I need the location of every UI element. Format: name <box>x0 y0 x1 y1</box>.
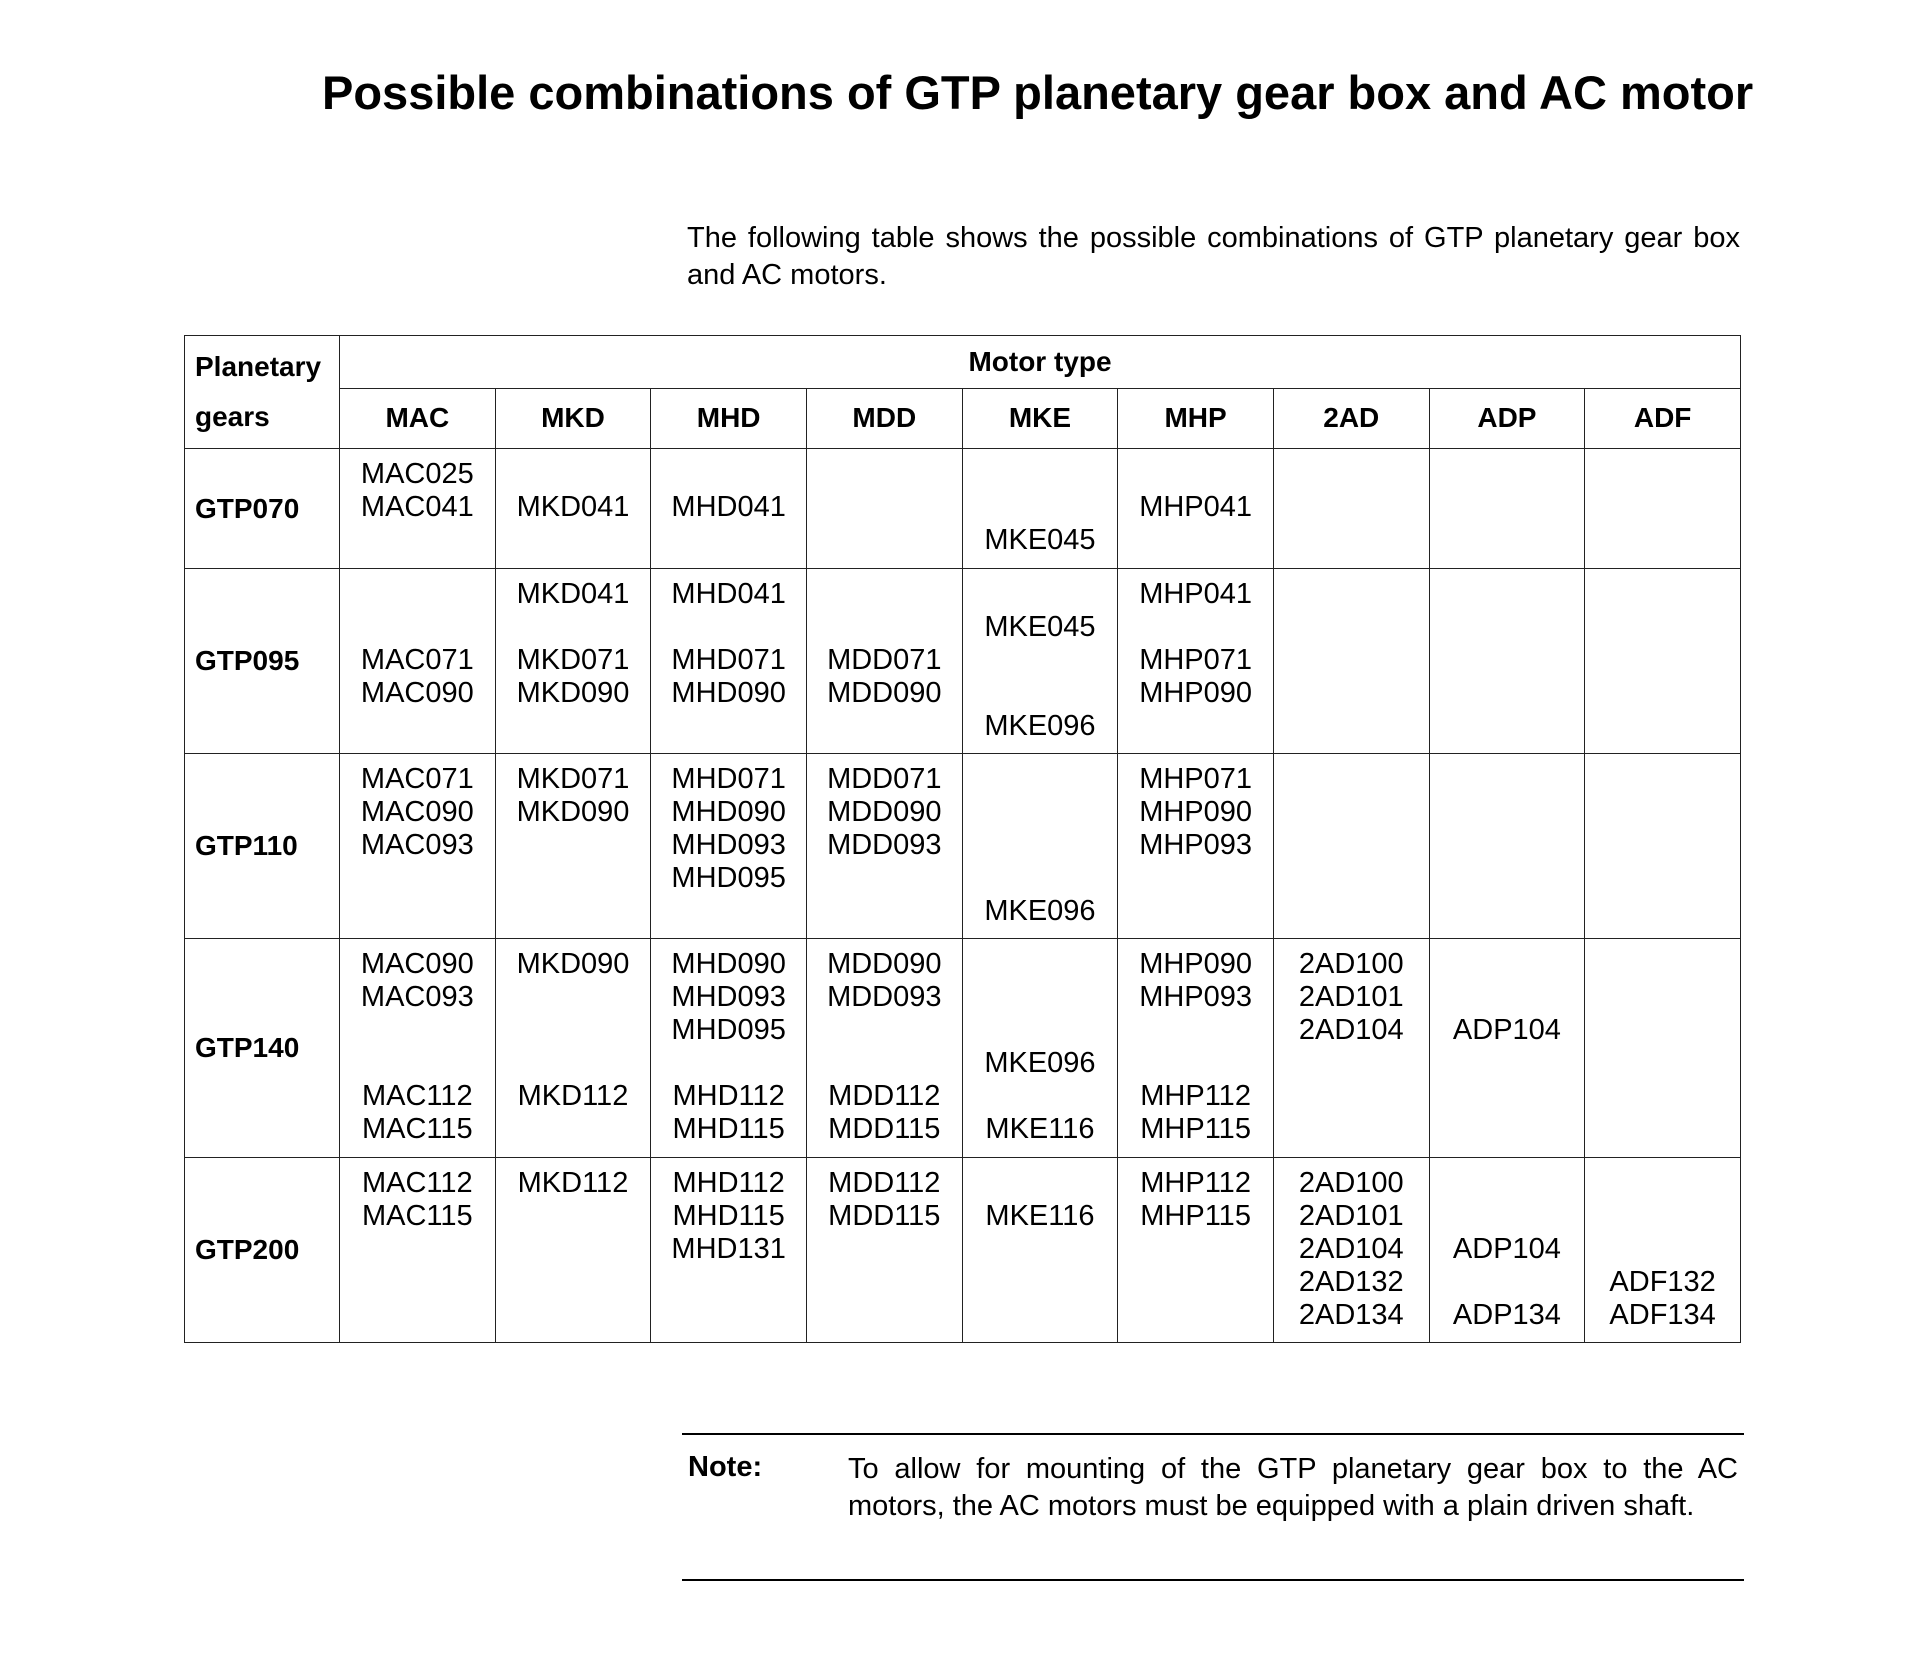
motor-model: MHD090 <box>671 796 786 828</box>
gear-label: GTP110 <box>185 754 340 939</box>
intro-paragraph: The following table shows the possible combinations of GTP planetary gear box and AC motors. <box>687 222 1740 291</box>
table-cell <box>495 569 651 754</box>
motor-model: MDD090 <box>827 948 942 980</box>
motor-model: MKD090 <box>516 948 630 980</box>
motor-model: MKD112 <box>517 1080 629 1112</box>
motor-model: MDD090 <box>827 677 942 709</box>
motor-model: MHP093 <box>1139 829 1253 861</box>
motor-model: MAC071 <box>360 763 474 795</box>
table-row <box>185 449 1741 569</box>
motor-model: MHD093 <box>671 829 786 861</box>
table-cell <box>806 1158 962 1343</box>
table-row <box>185 1158 1741 1343</box>
column-header-mac: MAC <box>340 388 496 448</box>
motor-model <box>1585 1200 1740 1233</box>
motor-model: 2AD101 <box>1298 981 1404 1013</box>
table-row <box>185 569 1741 754</box>
table-cell <box>495 1158 651 1343</box>
motor-model: MHD090 <box>671 948 786 980</box>
motor-model: MKD071 <box>516 644 630 676</box>
table-cell <box>1118 939 1274 1158</box>
table-cell <box>495 754 651 939</box>
table-cell <box>1273 1158 1429 1343</box>
table-cell <box>340 449 496 569</box>
table-cell <box>1429 449 1585 569</box>
motor-model: MAC093 <box>360 981 474 1013</box>
table-cell <box>1585 939 1741 1158</box>
motor-model <box>963 796 1118 829</box>
motor-model: MHD095 <box>671 862 786 894</box>
table-row <box>185 754 1741 939</box>
combinations-table <box>184 335 1741 1343</box>
motor-model: MHD071 <box>671 644 786 676</box>
motor-model: MKE116 <box>985 1113 1095 1145</box>
motor-model: MAC025 <box>360 458 474 490</box>
table-cell <box>1273 449 1429 569</box>
table-cell <box>340 754 496 939</box>
motor-model: MAC115 <box>361 1200 473 1232</box>
motor-model: MHD115 <box>672 1113 785 1145</box>
table-cell <box>806 449 962 569</box>
motor-model <box>340 1014 495 1047</box>
motor-model: MHP071 <box>1139 644 1253 676</box>
motor-model <box>807 1014 962 1047</box>
motor-model: MHP112 <box>1140 1080 1251 1112</box>
motor-model: 2AD101 <box>1298 1200 1404 1232</box>
motor-model <box>963 491 1118 524</box>
column-header-adf: ADF <box>1585 388 1741 448</box>
table-cell <box>651 939 807 1158</box>
motor-model <box>340 1047 495 1080</box>
motor-model: MHP090 <box>1139 948 1253 980</box>
motor-model <box>340 578 495 611</box>
motor-model: MHP041 <box>1139 578 1253 610</box>
motor-model: MDD115 <box>828 1113 941 1145</box>
motor-model: MAC090 <box>360 796 474 828</box>
motor-model <box>1430 1167 1585 1200</box>
motor-model <box>496 458 651 491</box>
motor-model: MHD071 <box>671 763 786 795</box>
motor-model: ADP134 <box>1452 1299 1561 1331</box>
column-header-mke: MKE <box>962 388 1118 448</box>
motor-model <box>807 1047 962 1080</box>
motor-model <box>963 677 1118 710</box>
planetary-gears-header <box>185 336 340 449</box>
motor-model: MKE096 <box>984 1047 1096 1079</box>
gear-label: GTP200 <box>185 1158 340 1343</box>
motor-model <box>807 611 962 644</box>
motor-model: MKE045 <box>984 611 1096 643</box>
motor-model: MKD112 <box>517 1167 629 1199</box>
column-header-mkd: MKD <box>495 388 651 448</box>
table-cell <box>962 1158 1118 1343</box>
motor-model: MKD041 <box>516 578 630 610</box>
motor-model: MDD112 <box>828 1080 941 1112</box>
motor-model <box>963 763 1118 796</box>
table-cell <box>651 754 807 939</box>
gear-label: GTP095 <box>185 569 340 754</box>
motor-model: MAC112 <box>361 1167 473 1199</box>
table-cell <box>340 569 496 754</box>
motor-model: MHP071 <box>1139 763 1253 795</box>
motor-model: MDD071 <box>827 763 942 795</box>
motor-model <box>963 862 1118 895</box>
motor-model: MHD131 <box>671 1233 786 1265</box>
motor-model <box>1585 1167 1740 1200</box>
column-header-mhd: MHD <box>651 388 807 448</box>
motor-model: 2AD100 <box>1298 948 1404 980</box>
motor-model: 2AD104 <box>1298 1233 1404 1265</box>
motor-model: MHP041 <box>1139 491 1253 523</box>
note-text: To allow for mounting of the GTP planetary gear box to the AC motors, the AC motors must be equipped with a plain driven shaft. <box>848 1453 1738 1522</box>
motor-model <box>963 1014 1118 1047</box>
table-cell <box>1118 569 1274 754</box>
note-label: Note: <box>688 1451 763 1483</box>
table-cell <box>1585 449 1741 569</box>
motor-model <box>1430 1200 1585 1233</box>
table-cell <box>1585 754 1741 939</box>
corner-line-2: gears <box>195 401 270 432</box>
table-cell <box>340 1158 496 1343</box>
table-cell <box>806 939 962 1158</box>
motor-model <box>963 458 1118 491</box>
motor-model <box>651 1047 806 1080</box>
motor-model: 2AD132 <box>1298 1266 1404 1298</box>
motor-model <box>1118 1014 1273 1047</box>
motor-model: MHP090 <box>1139 796 1253 828</box>
column-header-mhp: MHP <box>1118 388 1274 448</box>
motor-model: MKD090 <box>516 677 630 709</box>
table-cell <box>1429 939 1585 1158</box>
motor-model: MKD071 <box>516 763 630 795</box>
motor-model: MAC090 <box>360 677 474 709</box>
motor-model: MDD090 <box>827 796 942 828</box>
motor-model: MHP112 <box>1140 1167 1251 1199</box>
motor-model: MKD090 <box>516 796 630 828</box>
column-header-adp: ADP <box>1429 388 1585 448</box>
motor-model: ADF134 <box>1609 1299 1716 1331</box>
motor-model <box>963 644 1118 677</box>
table-cell <box>340 939 496 1158</box>
motor-model: MKE096 <box>984 710 1096 742</box>
motor-model: MHD115 <box>672 1200 785 1232</box>
motor-model: MHP093 <box>1139 981 1253 1013</box>
motor-model: MAC090 <box>360 948 474 980</box>
table-cell <box>806 754 962 939</box>
motor-model <box>651 458 806 491</box>
motor-model: MAC115 <box>361 1113 473 1145</box>
table-cell <box>1429 754 1585 939</box>
motor-model <box>496 1014 651 1047</box>
motor-model: MHD112 <box>672 1080 785 1112</box>
motor-model: MAC071 <box>360 644 474 676</box>
motor-model: ADP104 <box>1452 1233 1561 1265</box>
motor-model: MDD093 <box>827 829 942 861</box>
motor-type-header: Motor type <box>340 336 1741 389</box>
column-header-mdd: MDD <box>806 388 962 448</box>
table-row <box>185 939 1741 1158</box>
motor-model <box>496 1047 651 1080</box>
motor-model <box>807 578 962 611</box>
motor-model: MHD095 <box>671 1014 786 1046</box>
motor-model: MDD093 <box>827 981 942 1013</box>
table-cell <box>1118 1158 1274 1343</box>
motor-model: 2AD134 <box>1298 1299 1404 1331</box>
motor-model: MDD071 <box>827 644 942 676</box>
motor-model: MKE045 <box>984 524 1096 556</box>
table-cell <box>1273 939 1429 1158</box>
motor-model <box>651 611 806 644</box>
table-cell <box>651 1158 807 1343</box>
motor-model: MHD090 <box>671 677 786 709</box>
motor-model: MAC112 <box>361 1080 473 1112</box>
motor-model <box>1430 981 1585 1014</box>
motor-model: MAC041 <box>360 491 474 523</box>
motor-model <box>340 611 495 644</box>
motor-model: MHD041 <box>671 491 786 523</box>
table-cell <box>962 569 1118 754</box>
motor-model: 2AD100 <box>1298 1167 1404 1199</box>
table-cell <box>962 449 1118 569</box>
motor-model: MAC093 <box>360 829 474 861</box>
table-cell <box>651 569 807 754</box>
motor-model: MKE096 <box>984 895 1096 927</box>
motor-model <box>963 981 1118 1014</box>
table-cell <box>495 449 651 569</box>
motor-model <box>1118 458 1273 491</box>
motor-model <box>963 948 1118 981</box>
table-cell <box>806 569 962 754</box>
table-cell <box>1585 1158 1741 1343</box>
motor-model: MDD115 <box>828 1200 941 1232</box>
table-cell <box>962 754 1118 939</box>
table-cell <box>1429 569 1585 754</box>
table-cell <box>1585 569 1741 754</box>
motor-model <box>1585 1233 1740 1266</box>
table-cell <box>962 939 1118 1158</box>
corner-line-1: Planetary <box>195 351 322 382</box>
gear-label: GTP070 <box>185 449 340 569</box>
motor-model: MHP090 <box>1139 677 1253 709</box>
motor-model <box>1430 948 1585 981</box>
table-cell <box>1273 754 1429 939</box>
motor-model: 2AD104 <box>1298 1014 1404 1046</box>
table-cell <box>495 939 651 1158</box>
table-cell <box>651 449 807 569</box>
motor-model: MHD041 <box>671 578 786 610</box>
motor-model: MHP115 <box>1140 1113 1251 1145</box>
motor-model: MHP115 <box>1140 1200 1251 1232</box>
motor-model <box>496 611 651 644</box>
motor-model: ADF132 <box>1609 1266 1716 1298</box>
table-cell <box>1118 754 1274 939</box>
motor-model: MHD112 <box>672 1167 785 1199</box>
column-header-2ad: 2AD <box>1273 388 1429 448</box>
gear-label: GTP140 <box>185 939 340 1158</box>
motor-model: MKD041 <box>516 491 630 523</box>
motor-model: MKE116 <box>985 1200 1095 1232</box>
page-title: Possible combinations of GTP planetary gear box and AC motor <box>322 66 1754 119</box>
note-box <box>682 1433 1744 1581</box>
table-cell <box>1429 1158 1585 1343</box>
motor-model <box>1118 1047 1273 1080</box>
motor-model: ADP104 <box>1452 1014 1561 1046</box>
motor-model: MDD112 <box>828 1167 941 1199</box>
motor-model <box>963 578 1118 611</box>
motor-model <box>1118 611 1273 644</box>
motor-model <box>1430 1266 1585 1299</box>
motor-model <box>496 981 651 1014</box>
motor-model <box>963 1167 1118 1200</box>
motor-model <box>963 829 1118 862</box>
motor-model: MHD093 <box>671 981 786 1013</box>
table-cell <box>1273 569 1429 754</box>
motor-model <box>963 1080 1118 1113</box>
table-cell <box>1118 449 1274 569</box>
